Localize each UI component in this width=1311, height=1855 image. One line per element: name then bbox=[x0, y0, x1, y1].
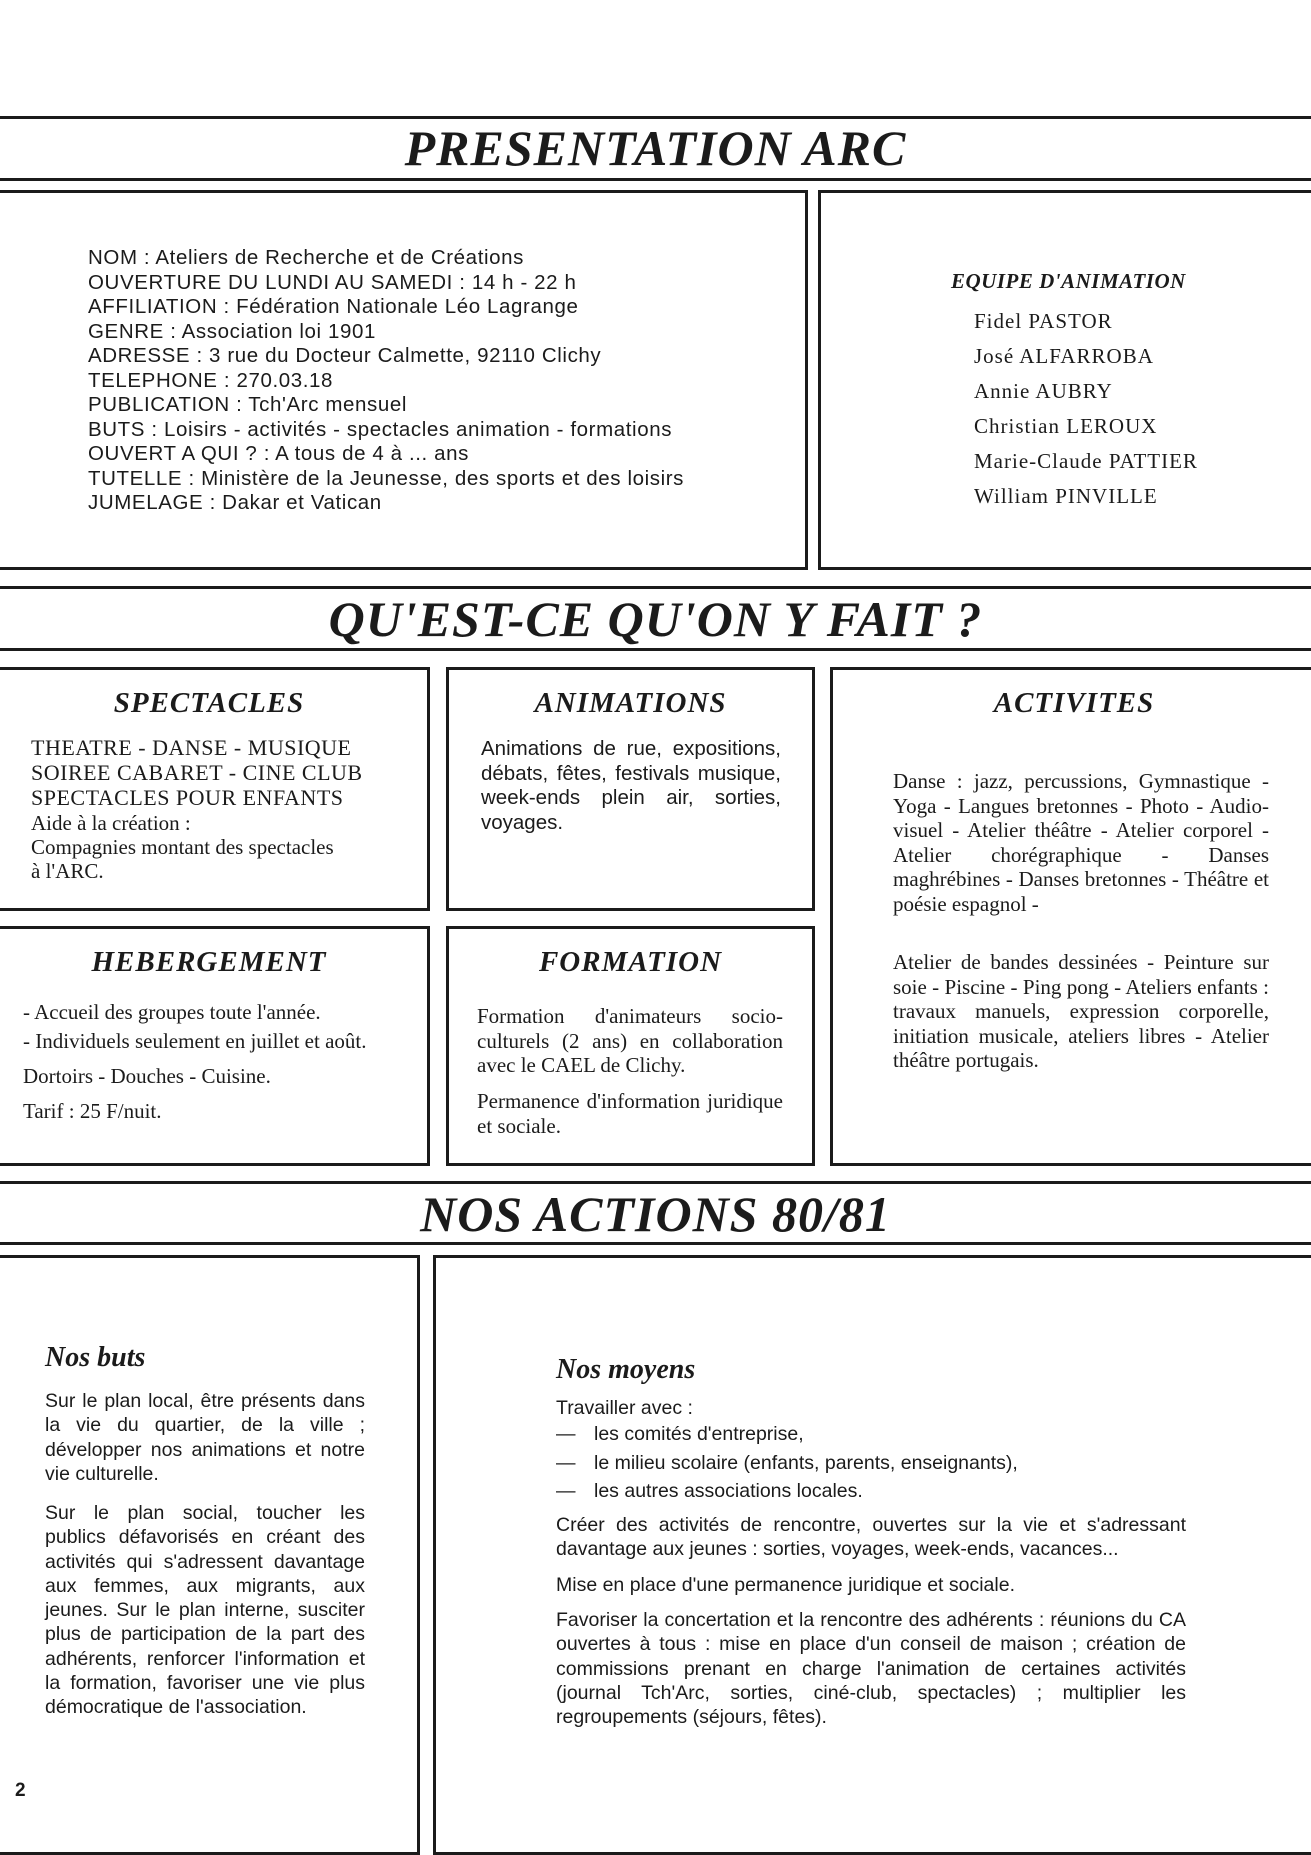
moyens-intro: Travailler avec : bbox=[556, 1397, 693, 1419]
quest-title: QU'EST-CE QU'ON Y FAIT ? bbox=[328, 591, 983, 647]
spectacles-extra-line: à l'ARC. bbox=[31, 859, 104, 883]
info-line: OUVERT A QUI ? : A tous de 4 à ... ans bbox=[88, 442, 469, 465]
spectacles-extra bbox=[31, 811, 334, 883]
buts-para1: Sur le plan local, être présents dans la vie du quartier, de la ville ; développer nos animations et notre vie culturelle. bbox=[45, 1390, 365, 1485]
rule-quest-bottom bbox=[0, 648, 1311, 651]
info-line: JUMELAGE : Dakar et Vatican bbox=[88, 491, 382, 514]
rule-presentation-bottom bbox=[0, 178, 1311, 181]
moyens-content bbox=[556, 1396, 1186, 1741]
hebergement-box bbox=[0, 926, 430, 1166]
spectacles-title: SPECTACLES bbox=[113, 687, 305, 719]
moyens-item: — les comités d'entreprise, bbox=[556, 1422, 1186, 1446]
info-line: PUBLICATION : Tch'Arc mensuel bbox=[88, 393, 408, 416]
formation-para2: Permanence d'information juridique et sociale. bbox=[477, 1089, 783, 1138]
team-member: José ALFARROBA bbox=[974, 344, 1154, 368]
activites-title: ACTIVITES bbox=[993, 687, 1155, 719]
spectacles-line: SPECTACLES POUR ENFANTS bbox=[31, 785, 344, 810]
team-member: Christian LEROUX bbox=[974, 414, 1158, 438]
hebergement-item: - Accueil des groupes toute l'année. bbox=[23, 1000, 321, 1024]
activites-box bbox=[830, 667, 1311, 1166]
info-line: GENRE : Association loi 1901 bbox=[88, 319, 376, 343]
buts-box bbox=[0, 1255, 420, 1855]
moyens-item: — le milieu scolaire (enfants, parents, enseignants), bbox=[556, 1451, 1186, 1475]
spectacles-line: SOIREE CABARET - CINE CLUB bbox=[31, 760, 363, 785]
page-number: 2 bbox=[12, 1780, 29, 1802]
formation-box bbox=[446, 926, 815, 1166]
info-box bbox=[0, 190, 808, 570]
team-member: Fidel PASTOR bbox=[974, 309, 1113, 333]
spectacles-list bbox=[31, 735, 363, 810]
presentation-title: PRESENTATION ARC bbox=[404, 120, 907, 176]
spectacles-box bbox=[0, 667, 430, 911]
hebergement-title: HEBERGEMENT bbox=[91, 946, 327, 978]
info-line: OUVERTURE DU LUNDI AU SAMEDI : 14 h - 22 h bbox=[88, 270, 577, 294]
moyens-title: Nos moyens bbox=[556, 1354, 696, 1385]
moyens-para3: Favoriser la concertation et la rencontre des adhérents : réunions du CA ouvertes à tous : mise en place d'un conseil de maison ; création de commissions prenant en charge l'animation de certaines activités (journal Tch'Arc, sorties, ciné-club, spectacles) ; multiplier les regroupements (séjours, fêtes). bbox=[556, 1609, 1186, 1729]
animations-text: Animations de rue, expositions, débats, fêtes, festivals musique, week-ends plein air, sorties, voyages. bbox=[481, 737, 781, 834]
moyens-list bbox=[556, 1422, 1186, 1503]
rule-actions-bottom bbox=[0, 1242, 1311, 1245]
formation-para1: Formation d'animateurs socio-culturels (2 ans) en collaboration avec le CAEL de Clichy. bbox=[477, 1004, 783, 1077]
moyens-item: — les autres associations locales. bbox=[556, 1479, 1186, 1503]
actions-title: NOS ACTIONS 80/81 bbox=[420, 1186, 891, 1242]
activites-para2: Atelier de bandes dessinées - Peinture sur soie - Piscine - Ping pong - Ateliers enfants : travaux manuels, expression corporelle, initiation musicale, ateliers libres - Atelier théâtre portugais. bbox=[893, 950, 1269, 1072]
info-line: NOM : Ateliers de Recherche et de Créations bbox=[88, 246, 524, 269]
info-list bbox=[88, 246, 684, 516]
animations-title: ANIMATIONS bbox=[534, 687, 727, 719]
moyens-box bbox=[433, 1255, 1311, 1855]
info-line: BUTS : Loisirs - activités - spectacles animation - formations bbox=[88, 417, 673, 441]
moyens-para2: Mise en place d'une permanence juridique et sociale. bbox=[556, 1573, 1016, 1596]
animations-box bbox=[446, 667, 815, 911]
hebergement-tarif: Tarif : 25 F/nuit. bbox=[23, 1099, 162, 1123]
team-box bbox=[818, 190, 1311, 570]
buts-para2: Sur le plan social, toucher les publics défavorisés en créant des activités qui s'adressent davantage aux femmes, aux migrants, aux jeunes. Sur le plan interne, susciter plus de participation de la part des adhérents, renforcer l'information et la formation, favoriser une vie plus démocratique de l'association. bbox=[45, 1502, 365, 1719]
team-list bbox=[974, 304, 1198, 514]
moyens-para1: Créer des activités de rencontre, ouvertes sur la vie et s'adressant davantage aux jeunes : sorties, voyages, week-ends, vacances... bbox=[556, 1514, 1186, 1561]
spectacles-line: THEATRE - DANSE - MUSIQUE bbox=[31, 735, 352, 760]
info-line: TUTELLE : Ministère de la Jeunesse, des sports et des loisirs bbox=[88, 466, 685, 490]
spectacles-extra-line: Aide à la création : bbox=[31, 811, 191, 835]
hebergement-content bbox=[23, 1000, 401, 1124]
formation-title: FORMATION bbox=[538, 946, 723, 978]
team-member: Marie-Claude PATTIER bbox=[974, 449, 1198, 473]
info-line: ADRESSE : 3 rue du Docteur Calmette, 92110 Clichy bbox=[88, 344, 602, 367]
buts-title: Nos buts bbox=[45, 1342, 146, 1373]
activites-para1: Danse : jazz, percussions, Gymnastique - Yoga - Langues bretonnes - Photo - Audio-visuel - Atelier théâtre - Atelier corporel - Atelier chorégraphique - Danses maghrébines - Danses bretonnes - Théâtre et poésie espagnol - bbox=[893, 769, 1269, 916]
team-title: EQUIPE D'ANIMATION bbox=[951, 269, 1186, 293]
hebergement-item: - Individuels seulement en juillet et août. bbox=[23, 1029, 367, 1053]
spectacles-extra-line: Compagnies montant des spectacles bbox=[31, 835, 334, 859]
info-line: AFFILIATION : Fédération Nationale Léo Lagrange bbox=[88, 295, 579, 318]
team-member: William PINVILLE bbox=[974, 484, 1158, 508]
team-member: Annie AUBRY bbox=[974, 379, 1113, 403]
info-line: TELEPHONE : 270.03.18 bbox=[88, 368, 334, 392]
hebergement-dortoirs: Dortoirs - Douches - Cuisine. bbox=[23, 1064, 271, 1088]
